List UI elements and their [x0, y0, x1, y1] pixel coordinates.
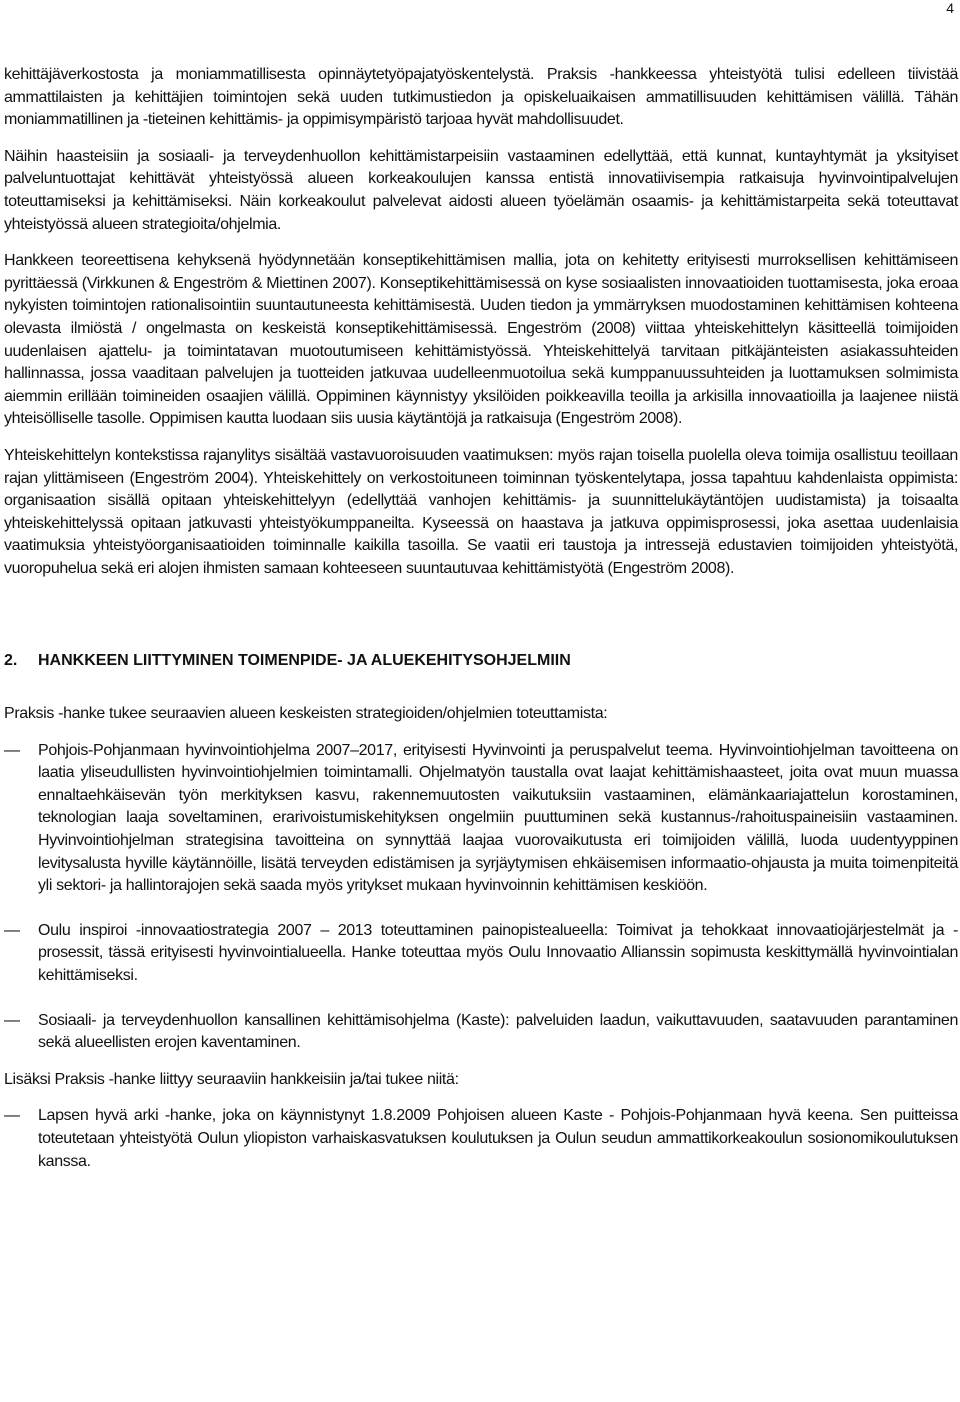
paragraph: Hankkeen teoreettisena kehyksenä hyödynnetään konseptikehittämisen mallia, jota on kehitetty erityisesti murroksellisen kehittämiseen pyrittäessä (Virkkunen & Engeström & Miettinen 2007). Konseptikehittämisessä on kyse sosiaalisten innovaatioiden tuottamisesta, joka eroaa nykyisten toimintojen rationalisointiin suuntautuneesta kehittämisestä. Uuden tiedon ja ymmärryksen muodostaminen kehittämisen kohteena olevasta ilmiöstä / ongelmasta on keskeistä konseptikehittämisessä. Engeström (2008) viittaa yhteiskehittelyn käsitteellä toimijoiden uudenlaisen ajattelu- ja toimintatavan muotoutumiseen kehittämistyössä. Yhteiskehittelyä tarvitaan pitkäjänteisten asiakassuhteiden hallinnassa, jossa vaaditaan palvelujen ja tuotteiden jatkuvaa uudelleenmuotoilua sekä kumppanuussuhteiden ja luottamuksen solmimista aiemmin erillään toimineiden osaajien välillä. Oppiminen käynnistyy yksilöiden poikkeavilla teoilla ja arkisilla innovaatioilla ja laajenee niistä yhteisölliselle tasolle. Oppimisen kautta luodaan siis uusia käytäntöjä ja ratkaisuja (Engeström 2008).	[4, 252, 958, 428]
dash-bullet: —	[4, 1011, 20, 1029]
section-title: HANKKEEN LIITTYMINEN TOIMENPIDE- JA ALUEKEHITYSOHJELMIIN	[38, 652, 571, 670]
section-lead: Praksis -hanke tukee seuraavien alueen keskeisten strategioiden/ohjelmien toteuttamista:	[4, 705, 608, 723]
strategy-list	[4, 740, 958, 1055]
dash-bullet: —	[4, 741, 20, 759]
section-heading	[4, 650, 958, 673]
dash-bullet: —	[4, 921, 20, 939]
list-item	[4, 1010, 958, 1055]
list-item	[4, 740, 958, 898]
list-item	[4, 1105, 958, 1173]
page-number: 4	[946, 0, 954, 16]
project-list	[4, 1105, 958, 1173]
document-body	[4, 64, 958, 1187]
paragraph: Näihin haasteisiin ja sosiaali- ja terveydenhuollon kehittämistarpeisiin vastaaminen edellyttää, että kunnat, kuntayhtymät ja yksityiset palveluntuottajat kehittävät yhteistyössä alueen korkeakoulujen kanssa entistä innovatiivisempia ratkaisuja hyvinvointipalvelujen toteuttamiseksi ja kehittämiseksi. Näin korkeakoulut palvelevat aidosti alueen työelämän osaamis- ja kehittämistarpeita sekä toteuttavat yhteistyössä alueen strategioita/ohjelmia.	[4, 147, 958, 233]
list-item	[4, 920, 958, 988]
section-number: 2.	[4, 652, 18, 670]
list-item-text: Sosiaali- ja terveydenhuollon kansallinen kehittämisohjelma (Kaste): palveluiden laadun, vaikuttavuuden, saatavuuden parantaminen sekä alueellisten erojen kaventaminen.	[38, 1011, 958, 1052]
paragraph: kehittäjäverkostosta ja moniammatillisesta opinnäytetyöpajatyöskentelystä. Praksis -hankkeessa yhteistyötä tulisi edelleen tiivistää ammattilaisten ja kehittäjien toimintojen sekä uuden tutkimustiedon ja opiskeluaikaisen ammatillisuuden kehittämisen välillä. Tähän moniammatillinen ja -tieteinen kehittämis- ja oppimisympäristö tarjoaa hyvät mahdollisuudet.	[4, 66, 958, 129]
section-lead-secondary: Lisäksi Praksis -hanke liittyy seuraaviin hankkeisiin ja/tai tukee niitä:	[4, 1070, 459, 1088]
list-item-text: Lapsen hyvä arki -hanke, joka on käynnistynyt 1.8.2009 Pohjoisen alueen Kaste - Pohjois-Pohjanmaan hyvä keena. Sen puitteissa toteutetaan yhteistyötä Oulun yliopiston varhaiskasvatuksen koulutuksen ja Oulun seudun ammattikorkeakoulun sosionomikoulutuksen kanssa.	[38, 1107, 958, 1170]
paragraph: Yhteiskehittelyn kontekstissa rajanylitys sisältää vastavuoroisuuden vaatimuksen: myös rajan toisella puolella oleva toimija osallistuu teoillaan rajan ylittämiseen (Engeström 2004). Yhteiskehittely on verkostoituneen toiminnan työskentelytapa, jossa tapahtuu kahdenlaista oppimista: organisaation sisällä opitaan yhteiskehittelyyn (edellyttää vanhojen kehittämis- ja suunnittelukäytäntöjen uudistamista) ja toisaalta yhteiskehittelyssä opitaan jatkuvasti yhteistyökumppaneilta. Kyseessä on haastava ja jatkuva oppimisprosessi, joka asettaa uudenlaisia vaatimuksia yhteistyöorganisaatioiden toiminnalle kaikilla tasoilla. Se vaatii eri taustoja ja intressejä edustavien toimijoiden yhteistyötä, vuoropuhelua sekä eri alojen ihmisten samaan kohteeseen suuntautuvaa kehittämistyötä (Engeström 2008).	[4, 446, 958, 577]
dash-bullet: —	[4, 1107, 20, 1125]
list-item-text: Oulu inspiroi -innovaatiostrategia 2007 – 2013 toteuttaminen painopistealueella: Toimivat ja tehokkaat innovaatiojärjestelmät ja -prosessit, tässä erityisesti hyvinvointialueella. Hanke toteuttaa myös Oulu Innovaatio Allianssin sopimusta keskittymällä hyvinvointialan kehittämiseksi.	[38, 921, 958, 984]
list-item-text: Pohjois-Pohjanmaan hyvinvointiohjelma 2007–2017, erityisesti Hyvinvointi ja peruspalvelut teema. Hyvinvointiohjelman tavoitteena on laatia yliseudullisten hyvinvointiohjelmien toimintamalli. Ohjelmatyön taustalla ovat laajat kehittämishaasteet, joita ovat muun muassa ennaltaehkäisevän työn merkityksen kasvu, rakennemuutosten vaikutuksiin vastaaminen, elämänkaariajattelun korostaminen, teknologian laaja soveltaminen, erarivoistumiskehityksen ongelmiin puuttuminen sekä kustannus-/rahoituspaineisiin vastaaminen. Hyvinvointiohjelman strategisina tavoitteina on synnyttää laajaa vuorovaikutusta eri toimijoiden välillä, luoda uudentyyppinen levitysalusta hyville käytännöille, lisätä terveyden edistämisen ja syrjäytymisen ehkäisemisen informaatio-ohjausta ja muita toimenpiteitä yli sektori- ja hallintorajojen sekä saada myös yritykset mukaan hyvinvoinnin kehittämisen keskiöön.	[38, 741, 958, 895]
